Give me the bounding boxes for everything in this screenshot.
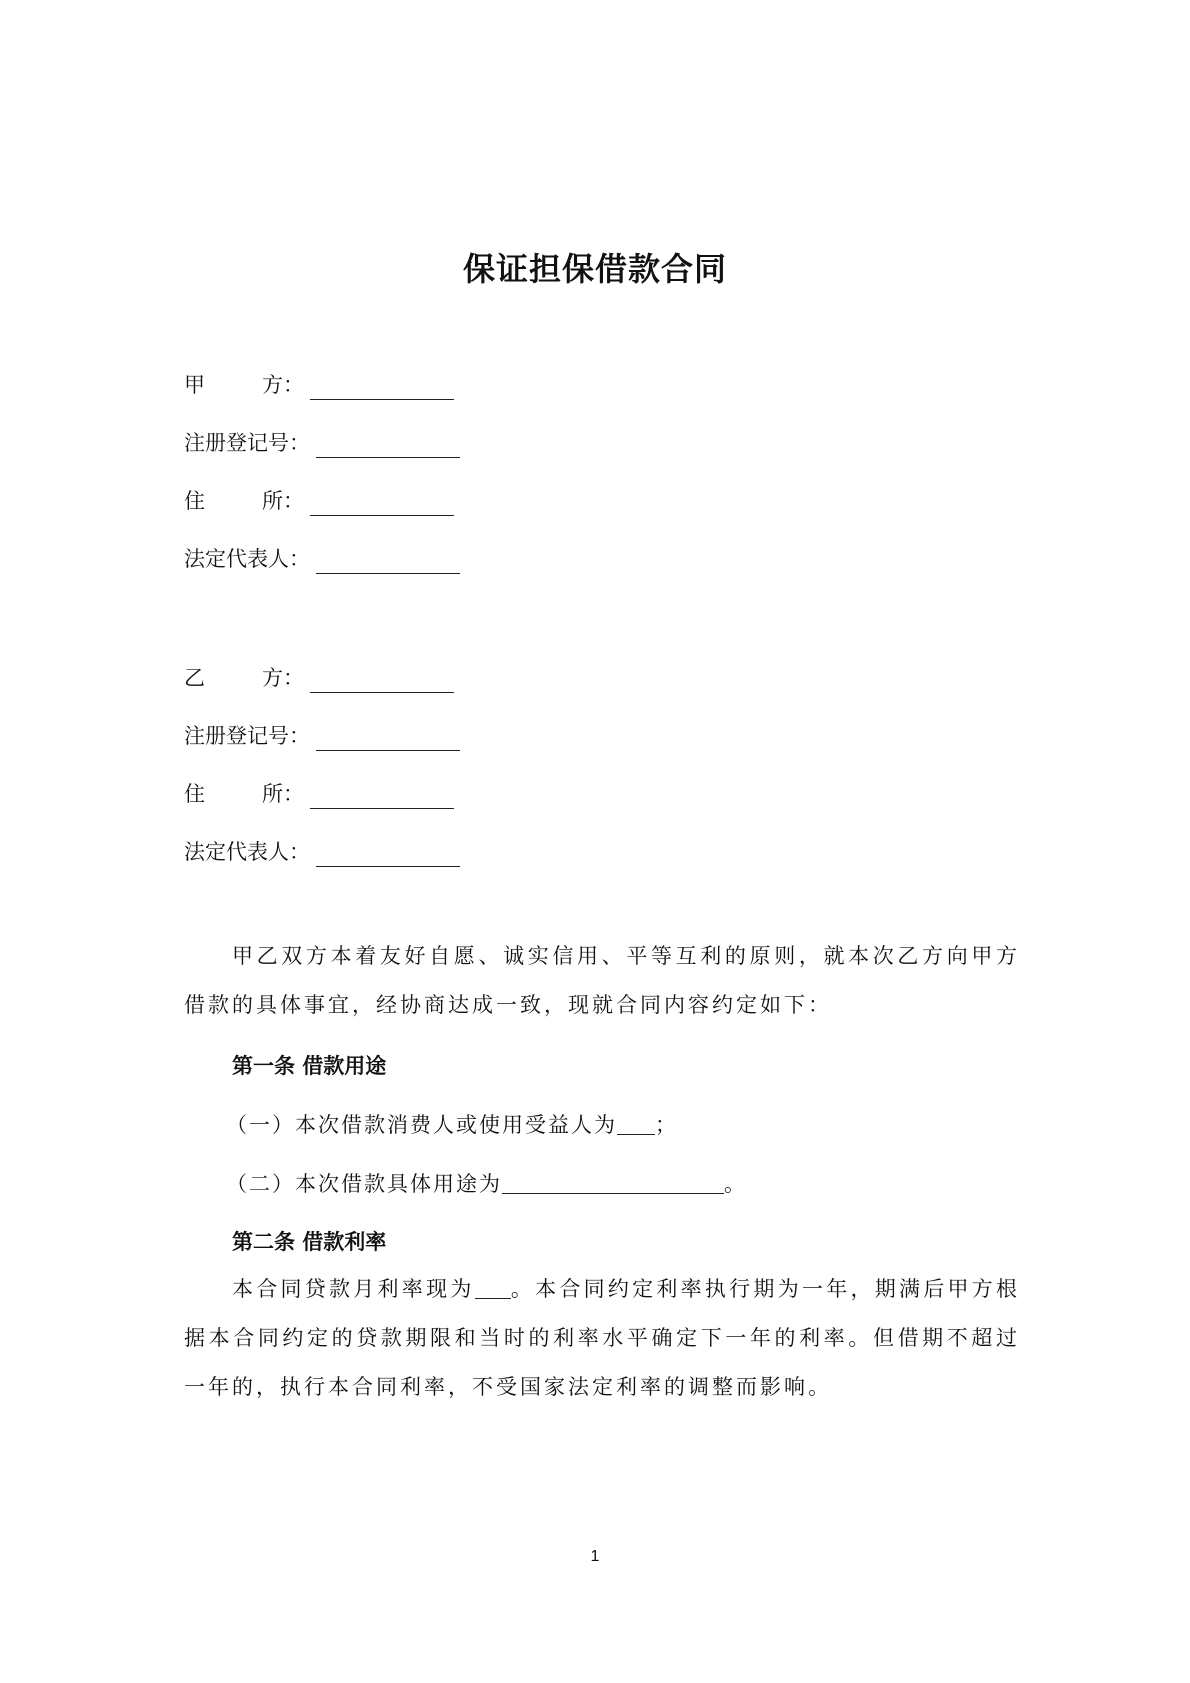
colon: ： [289, 724, 310, 748]
purpose-blank[interactable] [502, 1173, 724, 1194]
party-b-reg-label: 注册登记号 [184, 724, 289, 748]
party-b-name-label-2: 方 [262, 666, 283, 690]
page-number: 1 [590, 1548, 600, 1565]
article-1-item-2 [226, 1169, 747, 1199]
party-b-name-blank[interactable] [310, 670, 454, 693]
party-a-rep-blank[interactable] [316, 551, 460, 574]
party-a-reg-blank[interactable] [316, 435, 460, 458]
party-a-addr-label-2: 所 [262, 489, 283, 513]
party-a-addr-label-1: 住 [184, 489, 205, 513]
party-b-addr-label-1: 住 [184, 782, 205, 806]
article-1-item-1-suffix: ； [655, 1113, 678, 1137]
interest-rate-blank[interactable] [475, 1278, 511, 1299]
party-b-reg-field [184, 721, 460, 751]
party-a-reg-field [184, 428, 460, 458]
colon: ： [283, 782, 304, 806]
party-b-reg-blank[interactable] [316, 728, 460, 751]
colon: ： [289, 840, 310, 864]
article-1-heading: 第一条 借款用途 [232, 1054, 387, 1078]
colon: ： [289, 431, 310, 455]
party-a-rep-field [184, 544, 460, 574]
colon: ： [283, 373, 304, 397]
colon: ： [283, 489, 304, 513]
article-2-text-rest: 。本合同约定利率执行期为一年，期满后甲方根据本合同约定的贷款期限和当时的利率水平确定下一年的利率。但借期不超过一年的，执行本合同利率，不受国家法定利率的调整而影响。 [184, 1277, 1021, 1399]
article-1-item-1-text: （一）本次借款消费人或使用受益人为 [226, 1113, 617, 1137]
party-a-name-blank[interactable] [310, 377, 454, 400]
colon: ： [289, 547, 310, 571]
party-a-addr-blank[interactable] [310, 493, 454, 516]
party-b-rep-field [184, 837, 460, 867]
article-1-item-2-suffix: 。 [724, 1172, 747, 1196]
party-b-addr-blank[interactable] [310, 786, 454, 809]
article-1-item-1 [226, 1110, 678, 1140]
article-2-text-prefix: 本合同贷款月利率现为 [232, 1277, 475, 1301]
party-a-name-field [184, 370, 454, 400]
consumer-blank[interactable] [617, 1114, 655, 1135]
party-a-rep-label: 法定代表人 [184, 547, 289, 571]
party-a-reg-label: 注册登记号 [184, 431, 289, 455]
colon: ： [283, 666, 304, 690]
party-b-rep-label: 法定代表人 [184, 840, 289, 864]
article-2-paragraph [184, 1265, 1020, 1412]
party-a-name-label-2: 方 [262, 373, 283, 397]
party-a-name-label-1: 甲 [184, 373, 205, 397]
party-b-addr-label-2: 所 [262, 782, 283, 806]
party-a-addr-field [184, 486, 454, 516]
party-b-name-label-1: 乙 [184, 666, 205, 690]
intro-paragraph: 甲乙双方本着友好自愿、诚实信用、平等互利的原则，就本次乙方向甲方借款的具体事宜，经协商达成一致，现就合同内容约定如下： [184, 944, 1020, 1017]
article-1-item-2-text: （二）本次借款具体用途为 [226, 1172, 502, 1196]
article-2-heading: 第二条 借款利率 [232, 1230, 387, 1254]
party-b-addr-field [184, 779, 454, 809]
document-title: 保证担保借款合同 [462, 250, 727, 288]
party-b-name-field [184, 663, 454, 693]
party-b-rep-blank[interactable] [316, 844, 460, 867]
